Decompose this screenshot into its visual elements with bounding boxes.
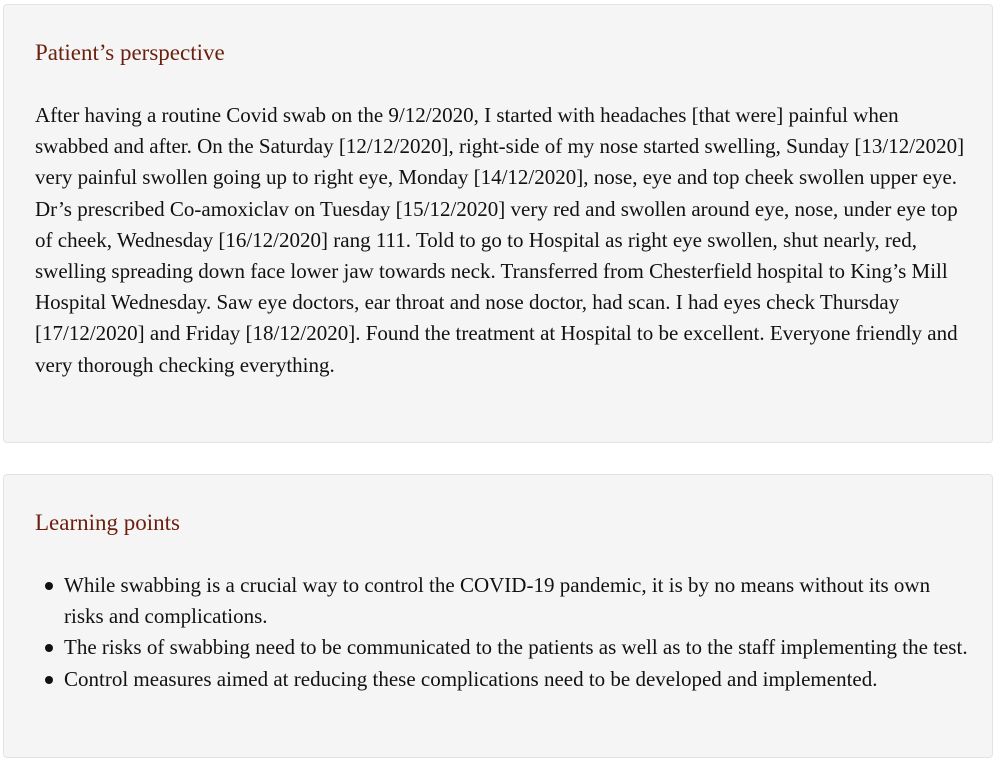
list-item xyxy=(35,570,970,632)
patients-perspective-box xyxy=(3,4,993,443)
learning-point-text: Control measures aimed at reducing these complications need to be developed and implemented. xyxy=(64,666,878,691)
list-item xyxy=(35,632,970,663)
bullet-icon xyxy=(45,676,53,684)
patients-perspective-text: After having a routine Covid swab on the 9/12/2020, I started with headaches [that were] painful when swabbed and after. On the Saturday [12/12/2020], right-side of my nose started swelling, Sunday [13/12/2020] very painful swollen going up to right eye, Monday [14/12/2020], nose, eye and top cheek swollen upper eye. Dr’s prescribed Co-amoxiclav on Tuesday [15/12/2020] very red and swollen around eye, nose, under eye top of cheek, Wednesday [16/12/2020] rang 111. Told to go to Hospital as right eye swollen, shut nearly, red, swelling spreading down face lower jaw towards neck. Transferred from Chesterfield hospital to King’s Mill Hospital Wednesday. Saw eye doctors, ear throat and nose doctor, had scan. I had eyes check Thursday [17/12/2020] and Friday [18/12/2020]. Found the treatment at Hospital to be excellent. Everyone friendly and very thorough checking everything. xyxy=(35,103,965,377)
learning-points-box xyxy=(3,474,993,758)
learning-point-text: The risks of swabbing need to be communicated to the patients as well as to the staff implementing the test. xyxy=(64,635,968,660)
learning-points-heading: Learning points xyxy=(35,510,180,535)
bullet-icon xyxy=(45,644,53,652)
learning-points-list xyxy=(35,570,970,695)
learning-point-text: While swabbing is a crucial way to control the COVID-19 pandemic, it is by no means without its own risks and complications. xyxy=(64,573,931,629)
patients-perspective-heading: Patient’s perspective xyxy=(35,40,225,65)
list-item xyxy=(35,664,970,695)
bullet-icon xyxy=(45,582,53,590)
